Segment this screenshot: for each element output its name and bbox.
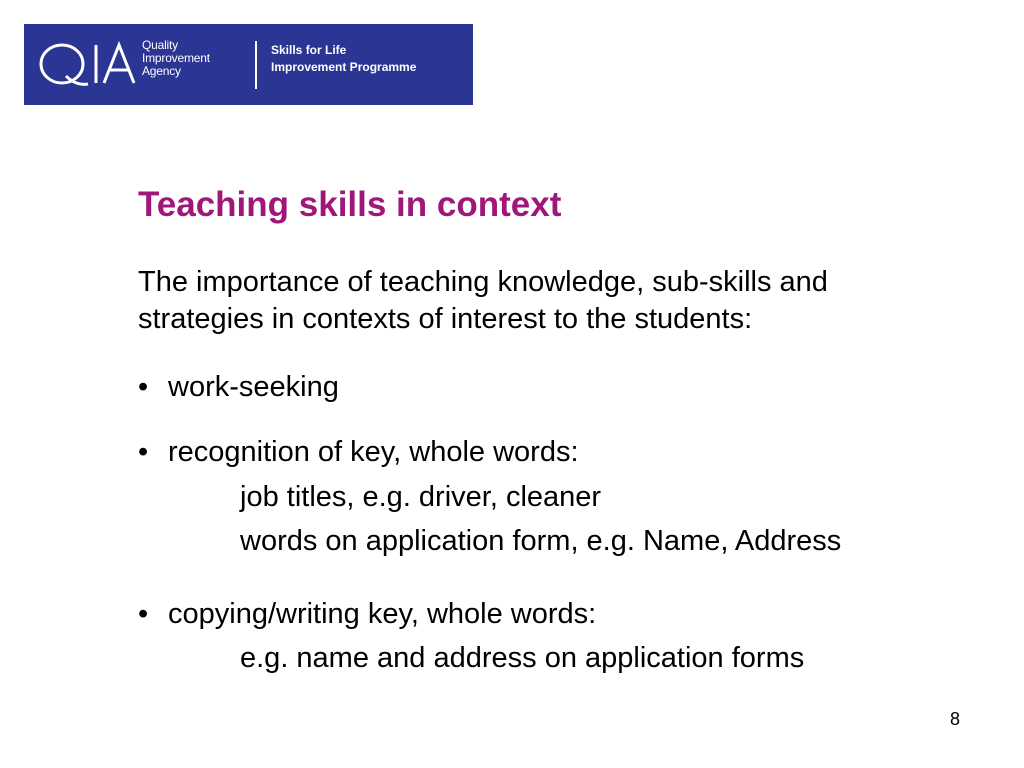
sub-item: words on application form, e.g. Name, Address bbox=[240, 525, 842, 557]
agency-name-line: Improvement bbox=[142, 51, 210, 65]
header-divider bbox=[255, 41, 257, 89]
bullet-text: work-seeking bbox=[168, 371, 339, 403]
intro-line: The importance of teaching knowledge, sub-skills and bbox=[138, 266, 828, 298]
agency-name bbox=[142, 39, 210, 78]
programme-name-line: Skills for Life bbox=[271, 43, 347, 57]
slide-title: Teaching skills in context bbox=[138, 185, 562, 224]
bullet-item bbox=[138, 596, 596, 633]
sub-item: e.g. name and address on application forms bbox=[240, 642, 805, 674]
bullet-dot: • bbox=[138, 371, 149, 403]
header-banner bbox=[24, 24, 473, 105]
bullet-item bbox=[138, 434, 579, 471]
page-number: 8 bbox=[950, 709, 961, 729]
programme-name bbox=[271, 42, 416, 76]
bullet-dot: • bbox=[138, 598, 149, 630]
intro-text bbox=[138, 264, 998, 338]
bullet-dot: • bbox=[138, 436, 149, 468]
agency-name-line: Quality bbox=[142, 38, 178, 52]
programme-name-line: Improvement Programme bbox=[271, 60, 417, 74]
bullet-text: copying/writing key, whole words: bbox=[168, 598, 597, 630]
agency-name-line: Agency bbox=[142, 64, 181, 78]
bullet-item bbox=[138, 369, 339, 406]
intro-line: strategies in contexts of interest to the students: bbox=[138, 303, 753, 335]
bullet-text: recognition of key, whole words: bbox=[168, 436, 579, 468]
sub-item: job titles, e.g. driver, cleaner bbox=[240, 481, 602, 513]
